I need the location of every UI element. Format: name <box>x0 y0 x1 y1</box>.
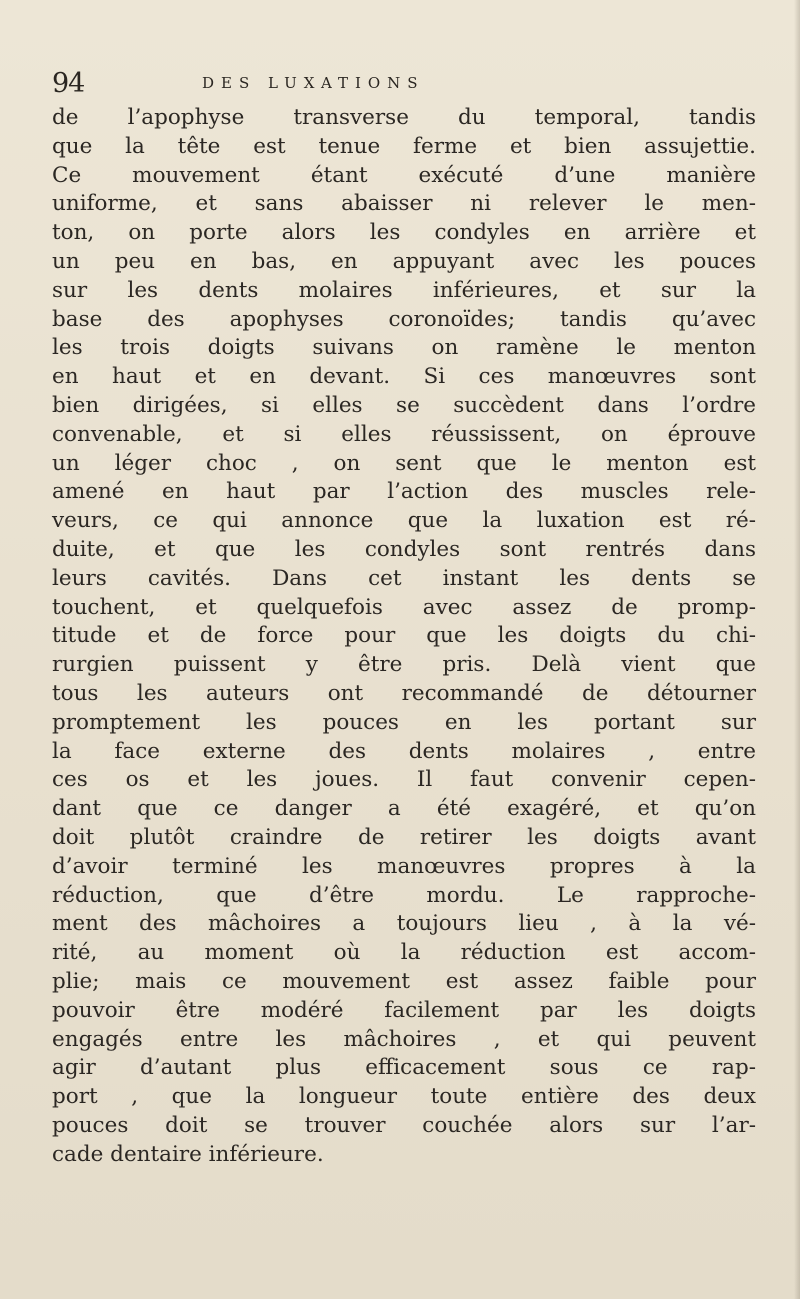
text-line: ces os et les joues. Il faut convenir cepen- <box>52 767 756 793</box>
text-line: titude et de force pour que les doigts du chi- <box>52 623 756 649</box>
text-line: promptement les pouces en les portant sur <box>52 709 756 735</box>
text-line: que la tête est tenue ferme et bien assujettie. <box>52 133 756 159</box>
text-line: un peu en bas, en appuyant avec les pouces <box>52 248 756 274</box>
text-line: la face externe des dents molaires , entre <box>52 738 756 764</box>
text-line: uniforme, et sans abaisser ni relever le men- <box>52 191 756 217</box>
text-line: veurs, ce qui annonce que la luxation est ré- <box>52 508 756 534</box>
text-line: touchent, et quelquefois avec assez de promp- <box>52 594 756 620</box>
text-line: pouvoir être modéré facilement par les doigts <box>52 997 756 1023</box>
running-head <box>52 68 752 108</box>
text-line: en haut et en devant. Si ces manœuvres sont <box>52 364 756 390</box>
text-line: sur les dents molaires inférieures, et sur la <box>52 277 756 303</box>
text-line: rurgien puissent y être pris. Delà vient que <box>52 652 756 678</box>
text-line: ment des mâchoires a toujours lieu , à la vé- <box>52 911 756 937</box>
text-line: convenable, et si elles réussissent, on éprouve <box>52 421 756 447</box>
text-line: base des apophyses coronoïdes; tandis qu’avec <box>52 306 756 332</box>
text-line: pouces doit se trouver couchée alors sur l’ar- <box>52 1112 756 1138</box>
text-line: duite, et que les condyles sont rentrés dans <box>52 536 756 562</box>
text-line: bien dirigées, si elles se succèdent dans l’ordre <box>52 392 756 418</box>
text-line: ton, on porte alors les condyles en arrière et <box>52 220 756 246</box>
text-line: cade dentaire inférieure. <box>52 1141 324 1167</box>
page-edge-shadow <box>794 0 800 1299</box>
text-line: port , que la longueur toute entière des deux <box>52 1084 756 1110</box>
text-line: de l’apophyse transverse du temporal, tandis <box>52 105 756 130</box>
text-line: dant que ce danger a été exagéré, et qu’on <box>52 796 756 822</box>
text-line: rité, au moment où la réduction est accom- <box>52 940 756 966</box>
text-line: doit plutôt craindre de retirer les doigts avant <box>52 824 756 850</box>
text-line: engagés entre les mâchoires , et qui peuvent <box>52 1026 756 1052</box>
text-line: tous les auteurs ont recommandé de détourner <box>52 680 756 706</box>
running-title: DES LUXATIONS <box>202 74 425 92</box>
text-line: d’avoir terminé les manœuvres propres à la <box>52 853 756 879</box>
text-line: leurs cavités. Dans cet instant les dents se <box>52 565 756 591</box>
text-line: plie; mais ce mouvement est assez faible pour <box>52 968 756 994</box>
text-line: Ce mouvement étant exécuté d’une manière <box>52 162 756 188</box>
text-line: un léger choc , on sent que le menton est <box>52 450 756 476</box>
page-number: 94 <box>52 68 85 99</box>
text-line: les trois doigts suivans on ramène le menton <box>52 335 756 361</box>
body-text <box>52 104 756 1169</box>
text-line: amené en haut par l’action des muscles rele- <box>52 479 756 505</box>
text-line: agir d’autant plus efficacement sous ce rap- <box>52 1055 756 1081</box>
text-line: réduction, que d’être mordu. Le rapproche- <box>52 882 756 908</box>
